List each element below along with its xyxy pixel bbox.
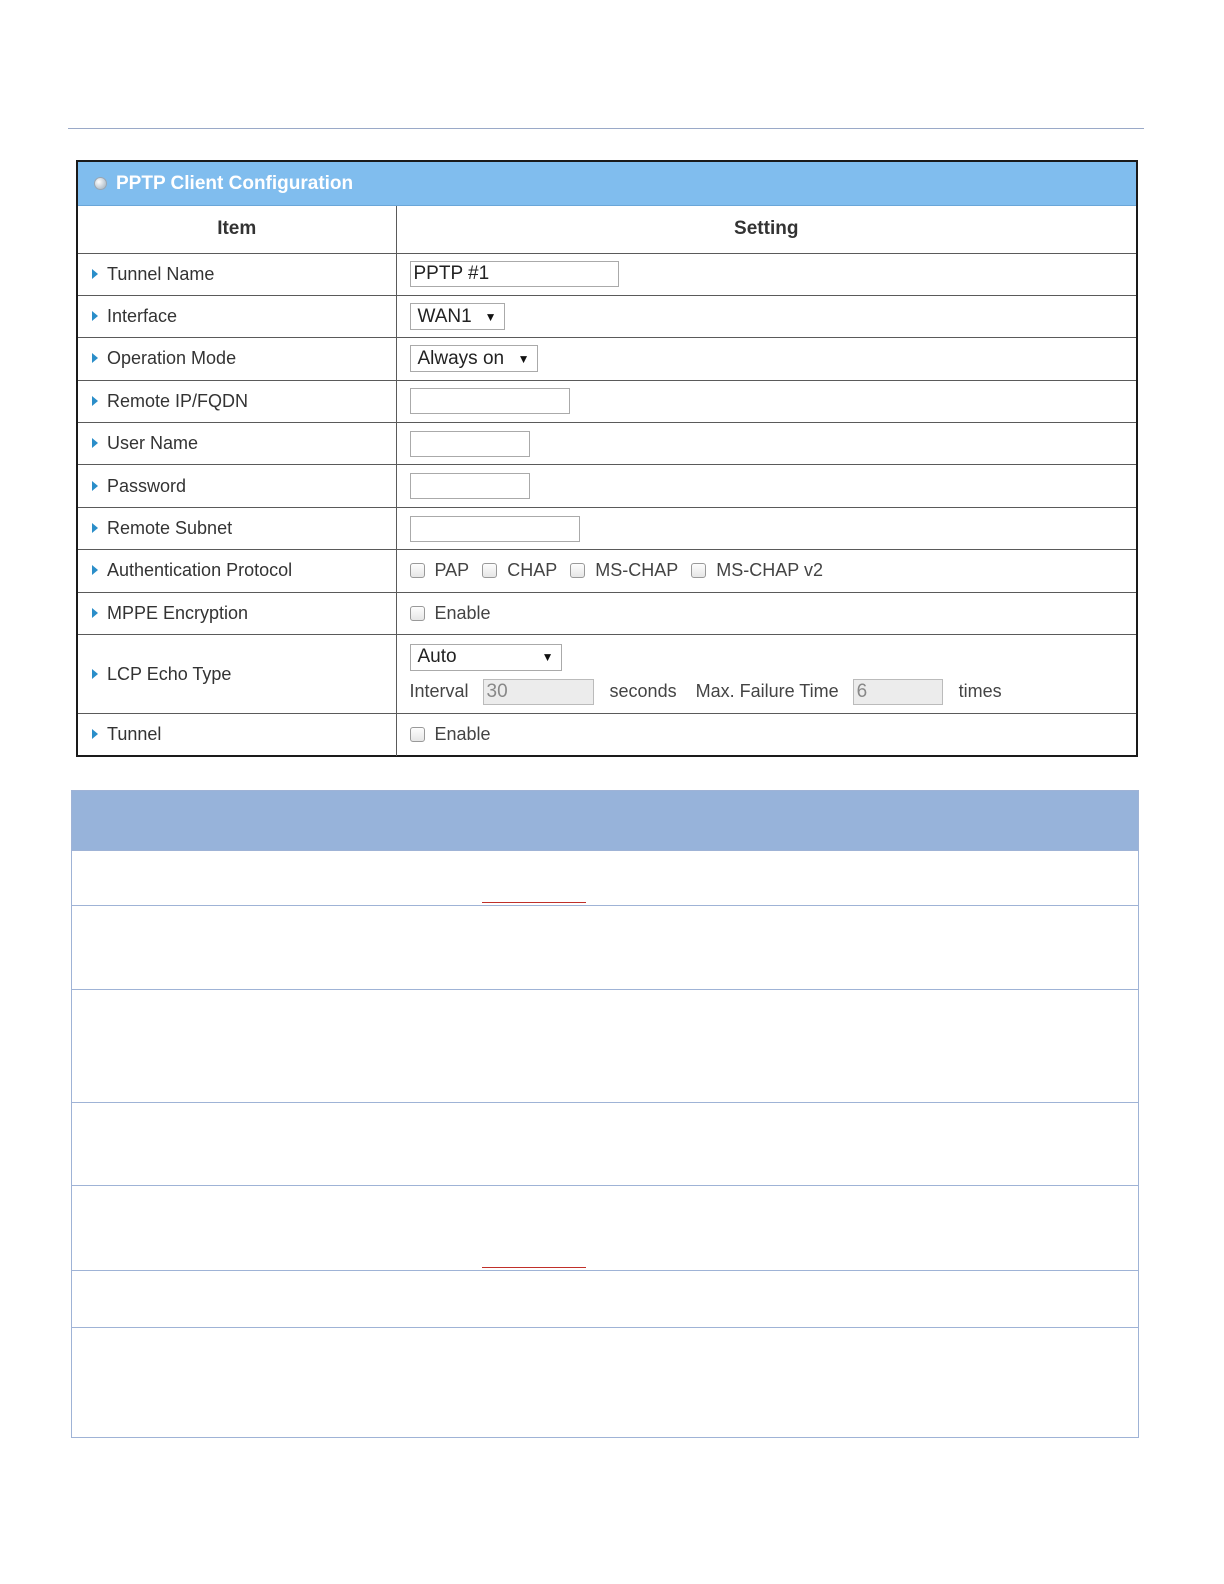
header-setting: Setting: [396, 206, 1136, 253]
description-row: [72, 905, 1138, 989]
pap-label: PAP: [434, 560, 470, 581]
arrow-right-icon: [92, 396, 98, 406]
arrow-right-icon: [92, 523, 98, 533]
mppe-enable-label: Enable: [434, 602, 491, 623]
bullet-icon: [94, 177, 107, 190]
ms-chap-checkbox[interactable]: [570, 563, 585, 578]
table-row: [78, 635, 1136, 714]
interval-label: Interval: [409, 681, 469, 702]
remote-ip-input[interactable]: [410, 388, 570, 414]
interval-input[interactable]: [483, 679, 594, 705]
arrow-right-icon: [92, 311, 98, 321]
description-row: [72, 1327, 1138, 1437]
arrow-right-icon: [92, 608, 98, 618]
label-auth-protocol: Authentication Protocol: [107, 560, 293, 581]
arrow-right-icon: [92, 729, 98, 739]
max-failure-label: Max. Failure Time: [695, 681, 839, 702]
user-name-input[interactable]: [410, 431, 530, 457]
arrow-right-icon: [92, 269, 98, 279]
times-label: times: [958, 681, 1002, 702]
label-operation-mode: Operation Mode: [107, 348, 237, 369]
label-interface: Interface: [107, 306, 178, 327]
table-row: [78, 507, 1136, 549]
arrow-right-icon: [92, 353, 98, 363]
table-header: [78, 206, 1136, 253]
description-table-header: [72, 791, 1138, 850]
tunnel-enable-label: Enable: [434, 724, 491, 745]
table-row: [78, 338, 1136, 380]
label-remote-ip: Remote IP/FQDN: [107, 390, 249, 411]
pap-checkbox[interactable]: [410, 563, 425, 578]
chap-label: CHAP: [507, 560, 558, 581]
red-underline-mark: [482, 902, 586, 903]
red-underline-mark: [482, 1267, 586, 1268]
mppe-enable-checkbox[interactable]: [410, 606, 425, 621]
caret-down-icon: ▼: [517, 351, 530, 366]
interface-select-value: WAN1: [417, 305, 472, 327]
label-tunnel: Tunnel: [107, 724, 162, 745]
arrow-right-icon: [92, 669, 98, 679]
label-remote-subnet: Remote Subnet: [107, 518, 233, 539]
label-tunnel-name: Tunnel Name: [107, 263, 215, 284]
tunnel-name-input[interactable]: [410, 261, 619, 287]
header-item: Item: [78, 206, 396, 253]
table-row: [78, 380, 1136, 422]
tunnel-enable-checkbox[interactable]: [410, 727, 425, 742]
description-row: [72, 1102, 1138, 1185]
table-row: [78, 592, 1136, 634]
table-row: [78, 423, 1136, 465]
operation-mode-select[interactable]: [410, 345, 538, 372]
caret-down-icon: ▼: [541, 650, 554, 665]
table-row: [78, 465, 1136, 507]
description-row: [72, 850, 1138, 905]
chap-checkbox[interactable]: [482, 563, 497, 578]
table-row: [78, 253, 1136, 295]
table-row: [78, 714, 1136, 756]
label-password: Password: [107, 475, 187, 496]
label-mppe: MPPE Encryption: [107, 602, 249, 623]
arrow-right-icon: [92, 565, 98, 575]
lcp-echo-type-value: Auto: [417, 646, 457, 668]
ms-chap-v2-label: MS-CHAP v2: [716, 560, 823, 581]
max-failure-input[interactable]: [853, 679, 943, 705]
top-divider: [68, 128, 1144, 129]
panel-title-bar: [78, 162, 1136, 206]
password-input[interactable]: [410, 473, 530, 499]
table-row: [78, 550, 1136, 592]
ms-chap-v2-checkbox[interactable]: [691, 563, 706, 578]
operation-mode-value: Always on: [417, 347, 505, 369]
remote-subnet-input[interactable]: [410, 516, 580, 542]
panel-title: PPTP Client Configuration: [116, 172, 354, 194]
ms-chap-label: MS-CHAP: [595, 560, 679, 581]
description-row: [72, 1270, 1138, 1327]
lcp-echo-type-select[interactable]: [410, 644, 562, 671]
description-table: [71, 790, 1139, 1438]
table-row: [78, 295, 1136, 337]
label-lcp-echo: LCP Echo Type: [107, 663, 232, 684]
arrow-right-icon: [92, 438, 98, 448]
label-user-name: User Name: [107, 433, 199, 454]
description-row: [72, 1185, 1138, 1270]
arrow-right-icon: [92, 481, 98, 491]
description-row: [72, 989, 1138, 1102]
pptp-client-config-panel: [76, 160, 1138, 757]
seconds-label: seconds: [609, 681, 677, 702]
config-table: [78, 206, 1136, 756]
caret-down-icon: ▼: [484, 309, 497, 324]
interface-select[interactable]: [410, 303, 505, 330]
